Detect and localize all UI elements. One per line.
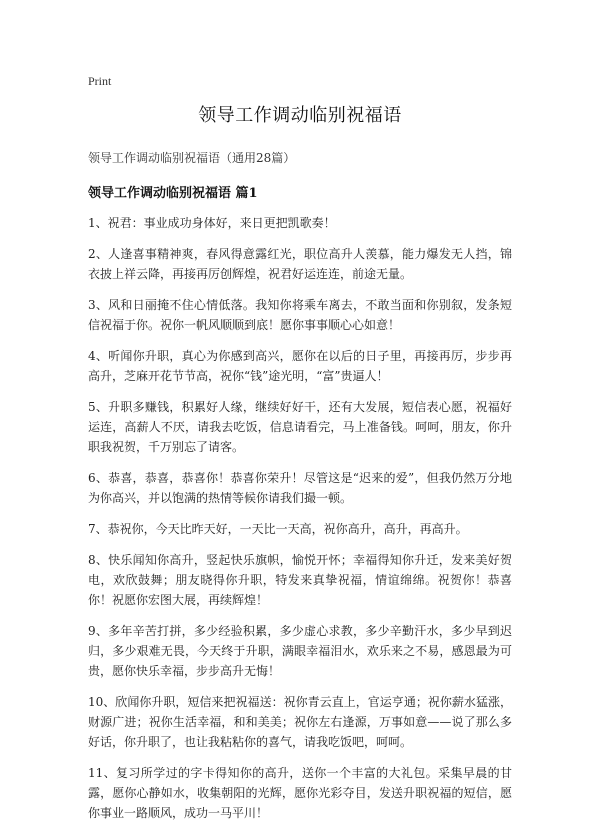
paragraph-6: 6、恭喜，恭喜，恭喜你！恭喜你荣升！尽管这是“迟来的爱”，但我仍然万分地为你高兴，并以饱满的热情等候你请我们撮一顿。 xyxy=(88,471,512,505)
paragraph-3: 3、风和日丽掩不住心情低落。我知你将乘车离去，不敢当面和你别叙，发条短信祝福于你。祝你一帆风顺顺到底！愿你事事顺心心如意！ xyxy=(88,298,512,332)
paragraph-5: 5、升职多赚钱，积累好人缘，继续好好干，还有大发展，短信表心愿，祝福好运连，高薪人不厌，请我去吃饭，信息请看完，马上准备钱。呵呵，朋友，你升职我祝贺，千万别忘了请客。 xyxy=(88,400,512,454)
document-subtitle: 领导工作调动临别祝福语（通用28篇） xyxy=(88,151,296,165)
print-link[interactable]: Print xyxy=(88,74,112,88)
section-heading: 领导工作调动临别祝福语 篇1 xyxy=(88,186,258,201)
paragraph-1: 1、祝君：事业成功身体好，来日更把凯歌奏！ xyxy=(88,216,336,230)
paragraph-4: 4、听闻你升职，真心为你感到高兴，愿你在以后的日子里，再接再厉，步步再高升，芝麻开花节节高，祝你“钱”途光明，“富”贵逼人！ xyxy=(88,349,512,383)
page-title: 领导工作调动临别祝福语 xyxy=(198,105,402,126)
paragraph-9: 9、多年辛苦打拼，多少经验积累，多少虚心求教，多少辛勤汗水，多少早到迟归，多少艰难无畏，今天终于升职，满眼幸福泪水，欢乐来之不易，感恩最为可贵，愿你快乐幸福，步步高升无悔！ xyxy=(88,624,512,678)
paragraph-2: 2、人逢喜事精神爽，春风得意露红光，职位高升人羡慕，能力爆发无人挡，锦衣披上祥云降，再接再厉创辉煌，祝君好运连连，前途无量。 xyxy=(88,247,512,281)
paragraph-10: 10、欣闻你升职，短信来把祝福送：祝你青云直上，官运亨通；祝你薪水猛涨，财源广进；祝你生活幸福，和和美美；祝你左右逢源，万事如意——说了那么多好话，你升职了，也让我粘粘你的喜气，请我吃饭吧，呵呵。 xyxy=(88,695,512,749)
paragraph-list xyxy=(88,213,512,823)
paragraph-8: 8、快乐闻知你高升，竖起快乐旗帜，愉悦开怀；幸福得知你升迁，发来美好贺电，欢欣鼓舞；朋友晓得你升职，特发来真挚祝福，情谊绵绵。祝贺你！恭喜你！祝愿你宏图大展，再续辉煌！ xyxy=(88,553,512,607)
paragraph-7: 7、恭祝你，今天比昨天好，一天比一天高，祝你高升，高升，再高升。 xyxy=(88,522,468,536)
paragraph-11: 11、复习所学过的字卡得知你的高升，送你一个丰富的大礼包。采集早晨的甘露，愿你心静如水，收集朝阳的光辉，愿你光彩夺目，发送升职祝福的短信，愿你事业一路顺风，成功一马平川！ xyxy=(88,766,512,820)
